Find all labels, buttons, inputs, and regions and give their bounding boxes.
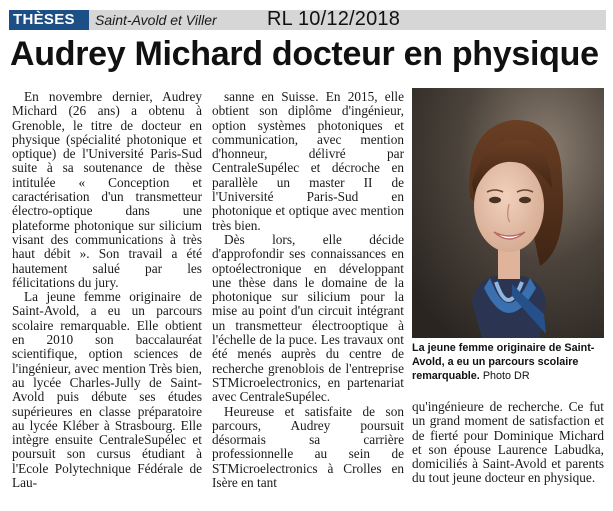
section-header <box>9 9 606 31</box>
portrait-photo <box>412 88 604 338</box>
article-column-3 <box>412 400 604 486</box>
paragraph: Dès lors, elle décide d'approfondir ses connaissances en optoélectronique en développant une thèse dans le domaine de la photonique sur silicium pour la mise au point d'un circuit intégrant un transmetteur électrooptique à l'échelle de la puce. Les travaux ont été menés auprès du centre de recherche grenoblois de l'entreprise STMicroelectronics, en partenariat avec CentraleSupélec. <box>212 231 404 405</box>
photo-caption <box>412 341 604 383</box>
paragraph: Heureuse et satisfaite de son parcours, Audrey poursuit désormais sa carrière professionnelle au sein de STMicroelectronics à Crolles en Isère en tant <box>212 403 404 491</box>
paragraph: sanne en Suisse. En 2015, elle obtient son diplôme d'ingénieur, option systèmes photoniques et communication, avec mention d'honneur, délivré par CentraleSupélec et décroche en parallèle un master II de l'Université Paris-Sud en photonique et optique avec mention très bien. <box>212 89 404 233</box>
paragraph: La jeune femme originaire de Saint-Avold, a eu un parcours scolaire remarquable. Elle obtient en 2010 son baccalauréat scientifique, option sciences de l'ingénieur, avec mention Très bien, au lycée Charles-Jully de Saint-Avold puis débute ses études supérieures en classe préparatoire au lycée Kléber à Strasbourg. Elle intègre ensuite CentraleSupélec et poursuit son cursus étudiant à l'Ecole Polytechnique Fédérale de Lau- <box>12 289 202 491</box>
paragraph: En novembre dernier, Audrey Michard (26 ans) a obtenu à Grenoble, le titre de docteur en physique (spécialité photonique et optique) de l'Université Paris-Sud suite à sa soutenance de thèse intitulée « Conception et caractérisation d'un transmetteur électro-optique dans une plateforme photonique sur silicium visant des communications à très haut débit ». Son travail a été hautement salué par les félicitations du jury. <box>12 89 202 290</box>
article-column-2 <box>212 90 404 490</box>
locality-label: Saint-Avold et Viller <box>89 10 606 30</box>
article-headline: Audrey Michard docteur en physique <box>10 35 599 73</box>
caption-text: La jeune femme originaire de Saint-Avold, a eu un parcours scolaire remarquable. <box>412 342 595 382</box>
section-rubric: THÈSES <box>9 10 89 30</box>
source-date-stamp: RL 10/12/2018 <box>267 8 401 30</box>
photo-credit: Photo DR <box>482 370 530 382</box>
article-column-1 <box>12 90 202 490</box>
paragraph: qu'ingénieure de recherche. Ce fut un grand moment de satisfaction et de fierté pour Dominique Michard et son épouse Laurence Labudka, domiciliés à Saint-Avold et parents du tout jeune docteur en physique. <box>412 399 604 486</box>
